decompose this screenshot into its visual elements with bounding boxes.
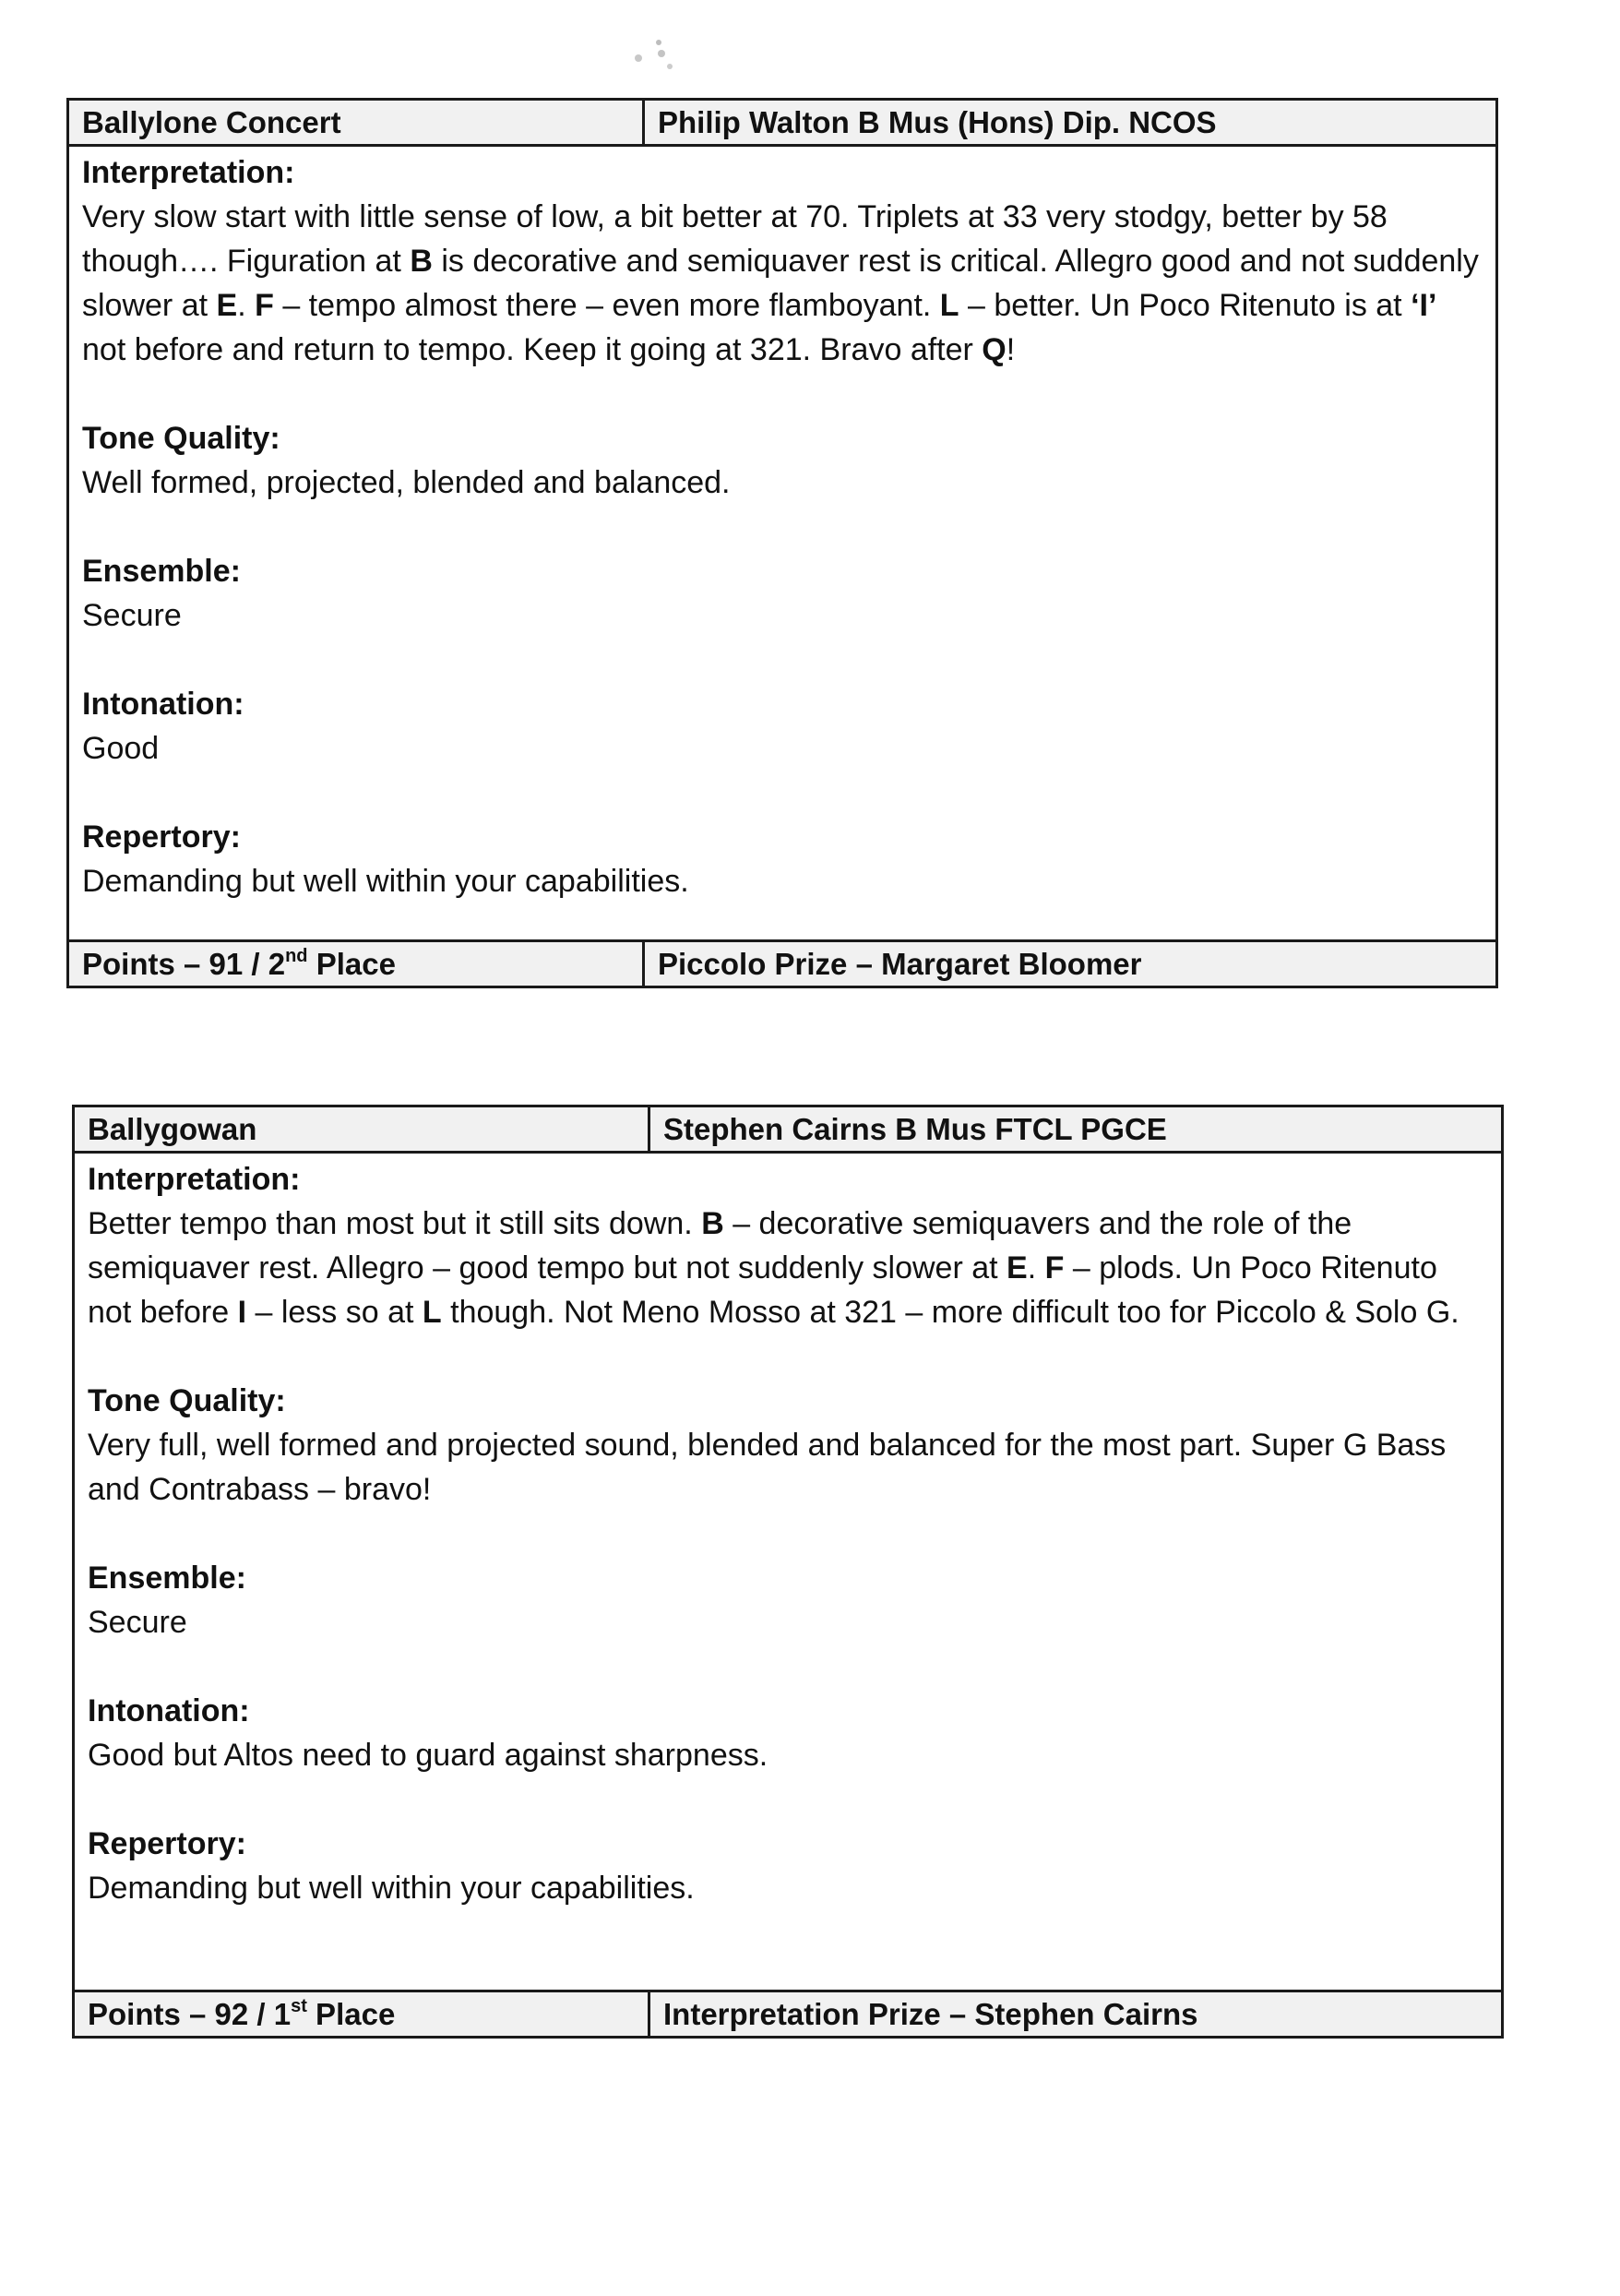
section-text: Good but Altos need to guard against sharpness. <box>88 1738 768 1773</box>
prize-award: Interpretation Prize – Stephen Cairns <box>663 1997 1198 2031</box>
rehearsal-mark: I <box>237 1295 247 1330</box>
rehearsal-mark: ‘I’ <box>1411 288 1437 323</box>
card-footer <box>69 939 1495 986</box>
section-text: Secure <box>88 1605 187 1640</box>
band-name: Ballygowan <box>75 1107 650 1151</box>
section-text: Very slow start with little sense of low, a bit better at 70. Triplets at 33 very stodgy, better by 58 though…. Figuration at B is decorative and semiquaver rest is critical. Allegro good and not suddenly slower at E. F – tempo almost there – even more flamboyant. L – better. Un Poco Ritenuto is at ‘I’ not before and return to tempo. Keep it going at 321. Bravo after Q! <box>82 199 1479 367</box>
section-label: Repertory: <box>88 1826 246 1861</box>
section-text: Good <box>82 731 160 766</box>
adjudication-card-ballygowan <box>72 1105 1504 2039</box>
section-interpretation <box>88 1157 1488 1334</box>
section-text: Well formed, projected, blended and balanced. <box>82 465 731 500</box>
section-label: Interpretation: <box>88 1162 301 1197</box>
section-text: Very full, well formed and projected sound, blended and balanced for the most part. Super G Bass and Contrabass – bravo! <box>88 1428 1447 1507</box>
section-tone-quality <box>82 416 1483 505</box>
adjudication-card-ballylone <box>66 98 1498 988</box>
section-label: Intonation: <box>88 1693 250 1728</box>
card-header <box>69 101 1495 147</box>
section-label: Tone Quality: <box>82 421 280 456</box>
rehearsal-mark: B <box>410 244 433 279</box>
section-label: Interpretation: <box>82 155 295 190</box>
section-intonation <box>82 682 1483 771</box>
card-header <box>75 1107 1501 1154</box>
prize-award: Piccolo Prize – Margaret Bloomer <box>658 947 1142 981</box>
card-body <box>69 147 1495 903</box>
points-result <box>69 942 645 986</box>
scan-specks <box>618 26 710 81</box>
section-label: Repertory: <box>82 819 241 855</box>
rehearsal-mark: E <box>216 288 238 323</box>
points-text: Points – 91 / 2 <box>82 947 286 981</box>
card-body <box>75 1154 1501 1910</box>
section-repertory <box>82 815 1483 903</box>
section-text: Demanding but well within your capabilities. <box>88 1871 695 1906</box>
points-place: Place <box>306 1997 396 2031</box>
rehearsal-mark: L <box>422 1295 442 1330</box>
rehearsal-mark: B <box>701 1206 724 1241</box>
section-repertory <box>88 1822 1488 1910</box>
section-text: Demanding but well within your capabilities. <box>82 864 689 899</box>
band-name: Ballylone Concert <box>69 101 645 144</box>
conductor-name: Philip Walton B Mus (Hons) Dip. NCOS <box>658 105 1217 139</box>
points-ordinal: st <box>291 1996 307 2016</box>
card-footer <box>75 1990 1501 2036</box>
section-tone-quality <box>88 1379 1488 1512</box>
points-text: Points – 92 / 1 <box>88 1997 292 2031</box>
points-place: Place <box>307 947 396 981</box>
rehearsal-mark: E <box>1007 1250 1028 1286</box>
section-label: Ensemble: <box>88 1561 246 1596</box>
rehearsal-mark: F <box>1044 1250 1065 1286</box>
points-result <box>75 1992 650 2036</box>
section-label: Ensemble: <box>82 554 241 589</box>
conductor-name: Stephen Cairns B Mus FTCL PGCE <box>663 1112 1167 1146</box>
section-intonation <box>88 1689 1488 1777</box>
section-interpretation <box>82 150 1483 372</box>
section-ensemble <box>82 549 1483 638</box>
section-label: Tone Quality: <box>88 1383 286 1418</box>
section-label: Intonation: <box>82 687 244 722</box>
points-ordinal: nd <box>285 946 308 966</box>
section-ensemble <box>88 1556 1488 1644</box>
section-text: Secure <box>82 598 182 633</box>
rehearsal-mark: F <box>255 288 274 323</box>
rehearsal-mark: Q <box>982 332 1007 367</box>
rehearsal-mark: L <box>939 288 959 323</box>
section-text: Better tempo than most but it still sits down. B – decorative semiquavers and the role of the semiquaver rest. Allegro – good tempo but not suddenly slower at E. F – plods. Un Poco Ritenuto not before I – less so at L though. Not Meno Mosso at 321 – more difficult too for Piccolo & Solo G. <box>88 1206 1459 1330</box>
